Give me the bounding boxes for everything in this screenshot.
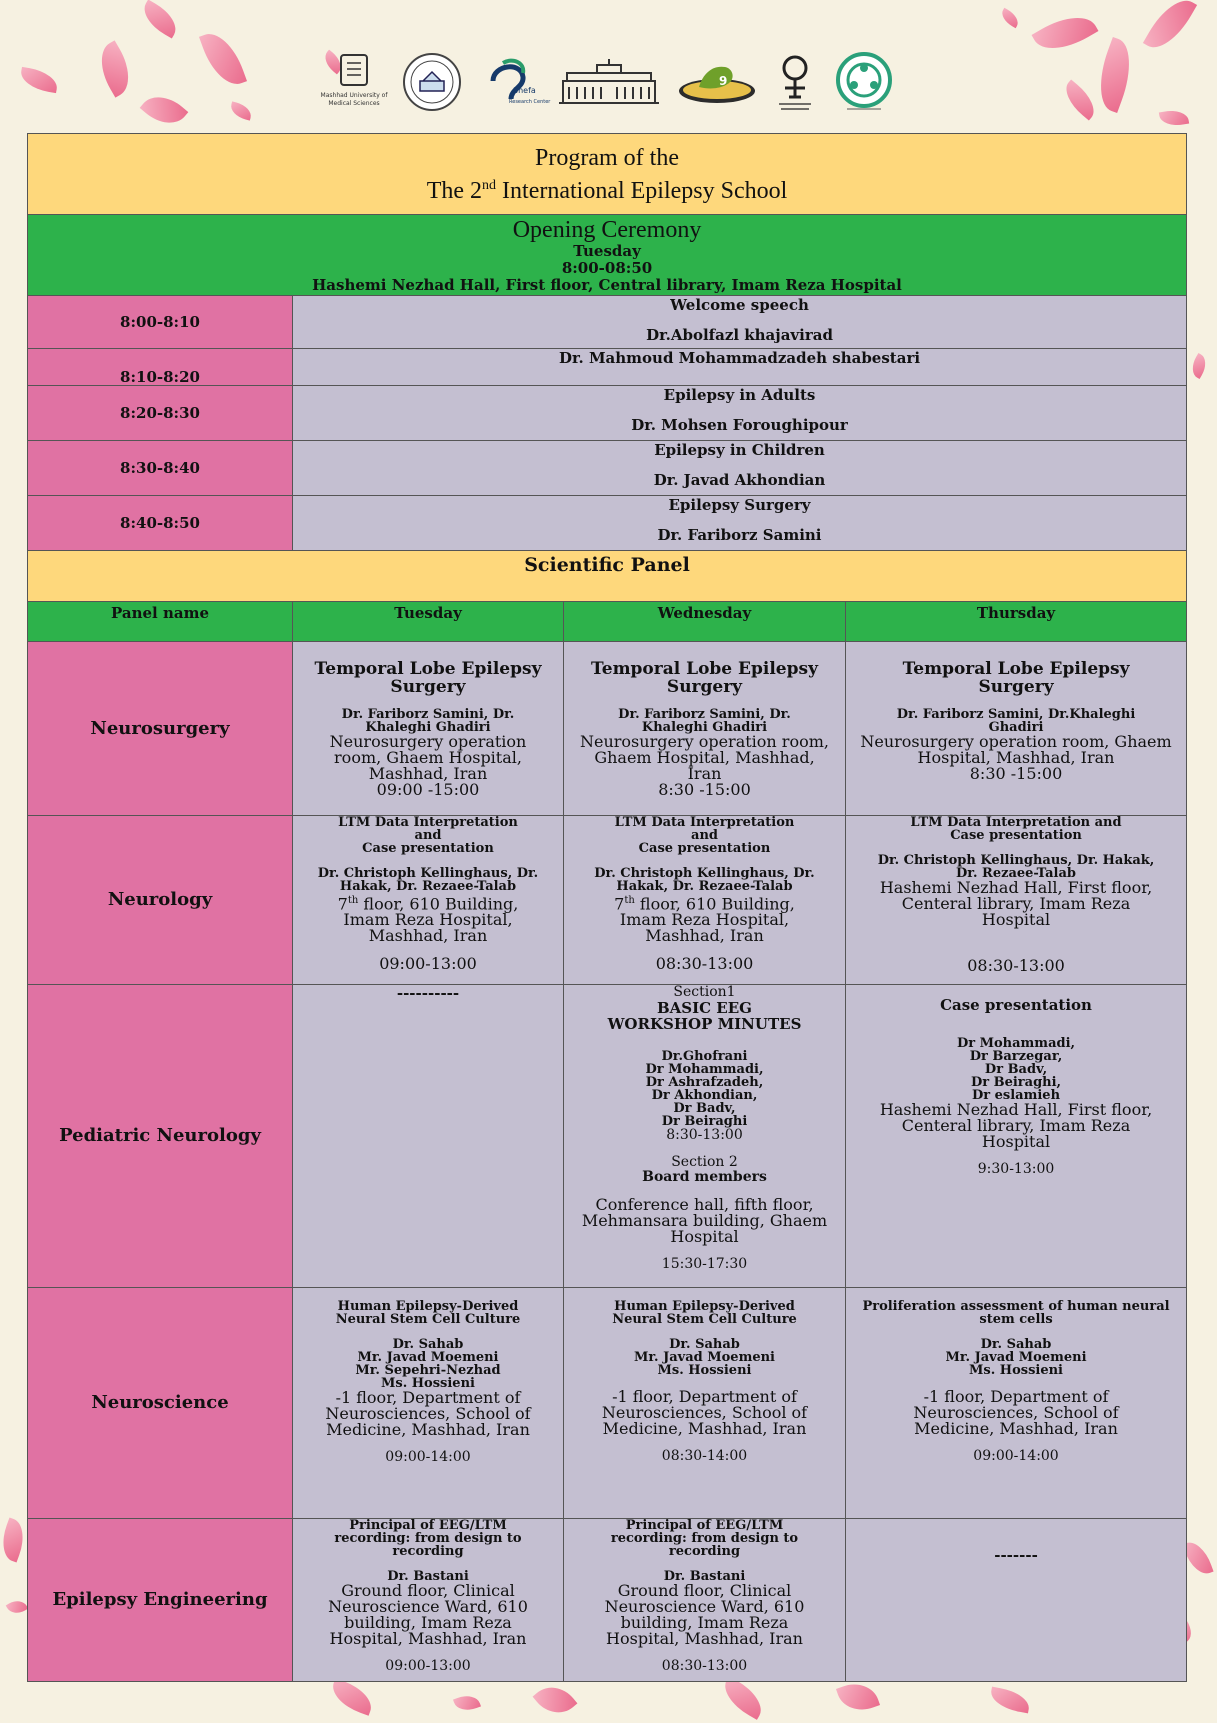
opening-speaker: Dr. Javad Akhondian — [653, 471, 826, 489]
session-place: Neurosurgery operation room, Ghaem Hospital, Mashhad, Iran — [580, 732, 829, 783]
session-people: Dr. Fariborz Samini, Dr. Khaleghi Ghadiri — [618, 707, 791, 735]
person: Dr eslamieh — [972, 1088, 1061, 1103]
person: Mr. Javad Moemeni — [945, 1350, 1087, 1365]
opening-speaker: Dr. Mohsen Foroughipour — [631, 416, 848, 434]
session-title: Temporal Lobe Epilepsy Surgery — [314, 659, 542, 697]
panel-row-neurosurgery — [28, 642, 1187, 816]
session-cell — [564, 816, 846, 985]
opening-speaker: Dr.Abolfazl khajavirad — [646, 326, 833, 344]
session-title-case: Case presentation — [638, 841, 771, 856]
panel-row-epilepsy-engineering — [28, 1519, 1187, 1682]
shefa-neuroscience-logo-icon — [479, 51, 550, 113]
session-time: 08:30-14:00 — [661, 1448, 748, 1464]
opening-row-1 — [28, 296, 1187, 349]
person: Dr Mohammadi, — [956, 1036, 1076, 1051]
session-cell — [564, 985, 846, 1288]
session-time: 08:30-13:00 — [655, 954, 754, 974]
person: Mr. Javad Moemeni — [357, 1350, 499, 1365]
session-place: Neurosurgery operation room, Ghaem Hospital, Mashhad, Iran — [860, 732, 1172, 767]
person: Mr. Sepehri-Nezhad — [355, 1363, 501, 1378]
session-place: -1 floor, Department of Neurosciences, School of Medicine, Mashhad, Iran — [325, 1388, 531, 1439]
opening-talk — [293, 441, 1187, 496]
hospital-building-icon — [557, 51, 661, 113]
session-time: 8:30 -15:00 — [658, 780, 751, 799]
session-time: 09:00 -15:00 — [376, 780, 480, 799]
session-cell — [846, 642, 1187, 816]
panel-name: Neurosurgery — [28, 642, 293, 816]
session-cell — [846, 816, 1187, 985]
opening-row-2 — [28, 349, 1187, 386]
opening-time-slot: 8:10-8:20 — [28, 349, 293, 386]
session-place: -1 floor, Department of Neurosciences, School of Medicine, Mashhad, Iran — [601, 1387, 808, 1438]
header-tuesday: Tuesday — [293, 602, 564, 642]
person: Ms. Hossieni — [657, 1363, 752, 1378]
session-title: LTM Data Interpretation — [614, 815, 795, 830]
person: Dr.Ghofrani — [661, 1049, 748, 1064]
session-title: LTM Data Interpretation — [338, 815, 518, 830]
section-label: Section 2 — [671, 1154, 738, 1170]
session-time: 9:30-13:00 — [977, 1161, 1055, 1177]
session-cell — [564, 642, 846, 816]
session-title: Temporal Lobe Epilepsy Surgery — [902, 659, 1130, 697]
opening-ceremony-cell — [28, 215, 1187, 296]
opening-time-slot: 8:30-8:40 — [28, 441, 293, 496]
panel-header-row — [28, 602, 1187, 642]
opening-talk — [293, 349, 1187, 386]
session-people: Dr. Christoph Kellinghaus, Dr. Hakak, Dr. Rezaee-Talab — [317, 866, 539, 894]
person: Dr Badv, — [673, 1101, 736, 1116]
session-time: 09:00-14:00 — [973, 1448, 1059, 1464]
person: Dr. Sahab — [980, 1337, 1052, 1352]
floor-sup: th — [347, 895, 359, 906]
session-cell — [293, 642, 564, 816]
session-title: Human Epilepsy-Derived Neural Stem Cell Culture — [335, 1299, 521, 1327]
session-title: Case presentation — [940, 996, 1092, 1014]
opening-title: Opening Ceremony — [512, 217, 702, 243]
panel-name: Neuroscience — [28, 1288, 293, 1519]
session-place: Hashemi Nezhad Hall, First floor, Centeral library, Imam Reza Hospital — [879, 1100, 1153, 1151]
opening-talk — [293, 296, 1187, 349]
scientific-panel-row — [28, 551, 1187, 602]
person: Dr Badv, — [984, 1062, 1048, 1077]
session-title-2: WORKSHOP MINUTES — [607, 1015, 802, 1033]
opening-topic: Epilepsy in Adults — [663, 386, 816, 404]
session-title: LTM Data Interpretation and — [910, 815, 1122, 830]
title-post: International Epilepsy School — [496, 177, 788, 204]
session-people: Dr. Christoph Kellinghaus, Dr. Hakak, Dr. Rezaee-Talab — [877, 853, 1155, 881]
header-wednesday: Wednesday — [564, 602, 846, 642]
board-members: Board members — [642, 1169, 767, 1185]
title-row — [28, 134, 1187, 215]
session-people: Dr. Bastani — [387, 1569, 469, 1584]
session-place: -1 floor, Department of Neurosciences, School of Medicine, Mashhad, Iran — [913, 1387, 1119, 1438]
session-title-and: and — [691, 828, 718, 843]
session-people: Dr. Fariborz Samini, Dr.Khaleghi Ghadiri — [896, 707, 1136, 735]
scientific-panel-title: Scientific Panel — [28, 551, 1187, 602]
session-cell — [564, 1519, 846, 1682]
panel-row-neuroscience — [28, 1288, 1187, 1519]
session-title-and: and — [414, 828, 442, 843]
green-circle-logo-icon — [833, 51, 895, 113]
session-time: 8:30 -15:00 — [969, 764, 1063, 783]
person: Dr. Sahab — [392, 1337, 464, 1352]
session-people: Dr. Bastani — [663, 1569, 746, 1584]
floor-number: 7 — [337, 894, 348, 914]
program-sheet — [27, 133, 1186, 1682]
session-cell — [564, 1288, 846, 1519]
opening-speaker: Dr. Fariborz Samini — [657, 526, 822, 544]
session-cell — [846, 1519, 1187, 1682]
session-time: 08:30-13:00 — [661, 1658, 748, 1674]
opening-time-slot: 8:00-8:10 — [28, 296, 293, 349]
opening-row-4 — [28, 441, 1187, 496]
person: Mr. Javad Moemeni — [633, 1350, 775, 1365]
session-title: Principal of EEG/LTM recording: from design to recording — [334, 1518, 522, 1559]
session-empty: ------- — [994, 1546, 1038, 1564]
svg-text:Mashhad University of: Mashhad University of — [320, 92, 387, 99]
session-place: Conference hall, fifth floor, Mehmansara building, Ghaem Hospital — [581, 1195, 828, 1246]
section-label: Section1 — [673, 984, 736, 1000]
person: Dr Beiraghi — [661, 1114, 748, 1129]
svg-text:Research Center: Research Center — [508, 99, 550, 105]
person: Dr Ashrafzadeh, — [645, 1075, 764, 1090]
sponsor-logos — [0, 42, 1217, 122]
mashhad-university-emblem-icon — [320, 51, 387, 113]
person: Dr Mohammadi, — [645, 1062, 764, 1077]
ellipse-map-logo-icon — [677, 51, 757, 113]
session-time: 08:30-13:00 — [967, 956, 1065, 975]
title-pre: The 2 — [426, 177, 483, 204]
session-cell — [293, 1519, 564, 1682]
opening-topic: Epilepsy in Children — [654, 441, 825, 459]
svg-text:9: 9 — [718, 74, 727, 88]
panel-name: Epilepsy Engineering — [28, 1519, 293, 1682]
opening-time-slot: 8:40-8:50 — [28, 496, 293, 551]
session-people: Dr. Fariborz Samini, Dr. Khaleghi Ghadiri — [341, 707, 515, 735]
session-title: Temporal Lobe Epilepsy Surgery — [591, 659, 818, 697]
session-place: Ground floor, Clinical Neuroscience Ward, 610 building, Imam Reza Hospital, Mashhad, Iran — [328, 1581, 528, 1648]
session-cell — [846, 1288, 1187, 1519]
header-thursday: Thursday — [846, 602, 1187, 642]
tree-emblem-icon — [773, 51, 817, 113]
session-place: Neurosurgery operation room, Ghaem Hospital, Mashhad, Iran — [329, 732, 527, 783]
person: Dr Beiraghi, — [970, 1075, 1062, 1090]
floor-rest: floor, 610 Building, — [358, 894, 519, 914]
person: Dr. Sahab — [669, 1337, 740, 1352]
opening-talk — [293, 386, 1187, 441]
opening-talk — [293, 496, 1187, 551]
session-title: Proliferation assessment of human neural stem cells — [862, 1299, 1170, 1327]
title-line-1: Program of the — [535, 144, 679, 171]
session-cell — [293, 816, 564, 985]
title-sup: nd — [482, 177, 497, 193]
panel-name: Pediatric Neurology — [28, 985, 293, 1288]
session-place: Ground floor, Clinical Neuroscience Ward, 610 building, Imam Reza Hospital, Mashhad, Iran — [604, 1581, 805, 1648]
session-time: 8:30-13:00 — [666, 1127, 743, 1143]
panel-row-neurology — [28, 816, 1187, 985]
session-place: Imam Reza Hospital, Mashhad, Iran — [343, 910, 513, 946]
title-line-2 — [28, 172, 1186, 205]
program-table — [27, 133, 1187, 1682]
svg-text:Medical Sciences: Medical Sciences — [327, 100, 380, 107]
opening-row-3 — [28, 386, 1187, 441]
session-time: 09:00-13:00 — [379, 954, 477, 974]
floor-rest: floor, 610 Building, — [634, 894, 795, 914]
opening-row-5 — [28, 496, 1187, 551]
session-time: 09:00-14:00 — [385, 1449, 471, 1465]
session-empty: ---------- — [396, 984, 460, 1002]
session-time: 15:30-17:30 — [661, 1256, 748, 1272]
floor-sup: th — [624, 895, 635, 906]
opening-time: 8:00-08:50 — [561, 259, 653, 277]
session-title: Principal of EEG/LTM recording: from design to recording — [610, 1518, 799, 1559]
session-title: Human Epilepsy-Derived Neural Stem Cell Culture — [612, 1299, 797, 1327]
program-title — [28, 134, 1187, 215]
session-cell — [846, 985, 1187, 1288]
session-title-case: Case presentation — [362, 841, 494, 856]
floor-number: 7 — [614, 894, 625, 914]
opening-topic: Welcome speech — [670, 296, 809, 314]
round-seal-building-icon — [401, 51, 463, 113]
opening-topic: Dr. Mahmoud Mohammadzadeh shabestari — [558, 349, 921, 367]
session-cell — [293, 985, 564, 1288]
session-title: BASIC EEG — [656, 999, 752, 1017]
person: Dr Akhondian, — [651, 1088, 758, 1103]
person: Ms. Hossieni — [969, 1363, 1063, 1378]
session-people: Dr. Christoph Kellinghaus, Dr. Hakak, Dr. Rezaee-Talab — [594, 866, 815, 894]
session-cell — [293, 1288, 564, 1519]
opening-ceremony-row — [28, 215, 1187, 296]
panel-name: Neurology — [28, 816, 293, 985]
session-title-case: Case presentation — [950, 828, 1082, 843]
opening-topic: Epilepsy Surgery — [668, 496, 811, 514]
session-time: 09:00-13:00 — [385, 1658, 471, 1674]
opening-venue: Hashemi Nezhad Hall, First floor, Central library, Imam Reza Hospital — [312, 276, 902, 294]
session-place: Hashemi Nezhad Hall, First floor, Centeral library, Imam Reza Hospital — [879, 878, 1153, 929]
opening-day: Tuesday — [573, 242, 641, 260]
header-panel-name: Panel name — [28, 602, 293, 642]
person: Ms. Hossieni — [381, 1376, 475, 1391]
person: Dr Barzegar, — [969, 1049, 1063, 1064]
session-place: Imam Reza Hospital, Mashhad, Iran — [619, 910, 790, 946]
svg-text:Shefa: Shefa — [512, 86, 536, 95]
opening-time-slot: 8:20-8:30 — [28, 386, 293, 441]
panel-row-pediatric-neurology — [28, 985, 1187, 1288]
